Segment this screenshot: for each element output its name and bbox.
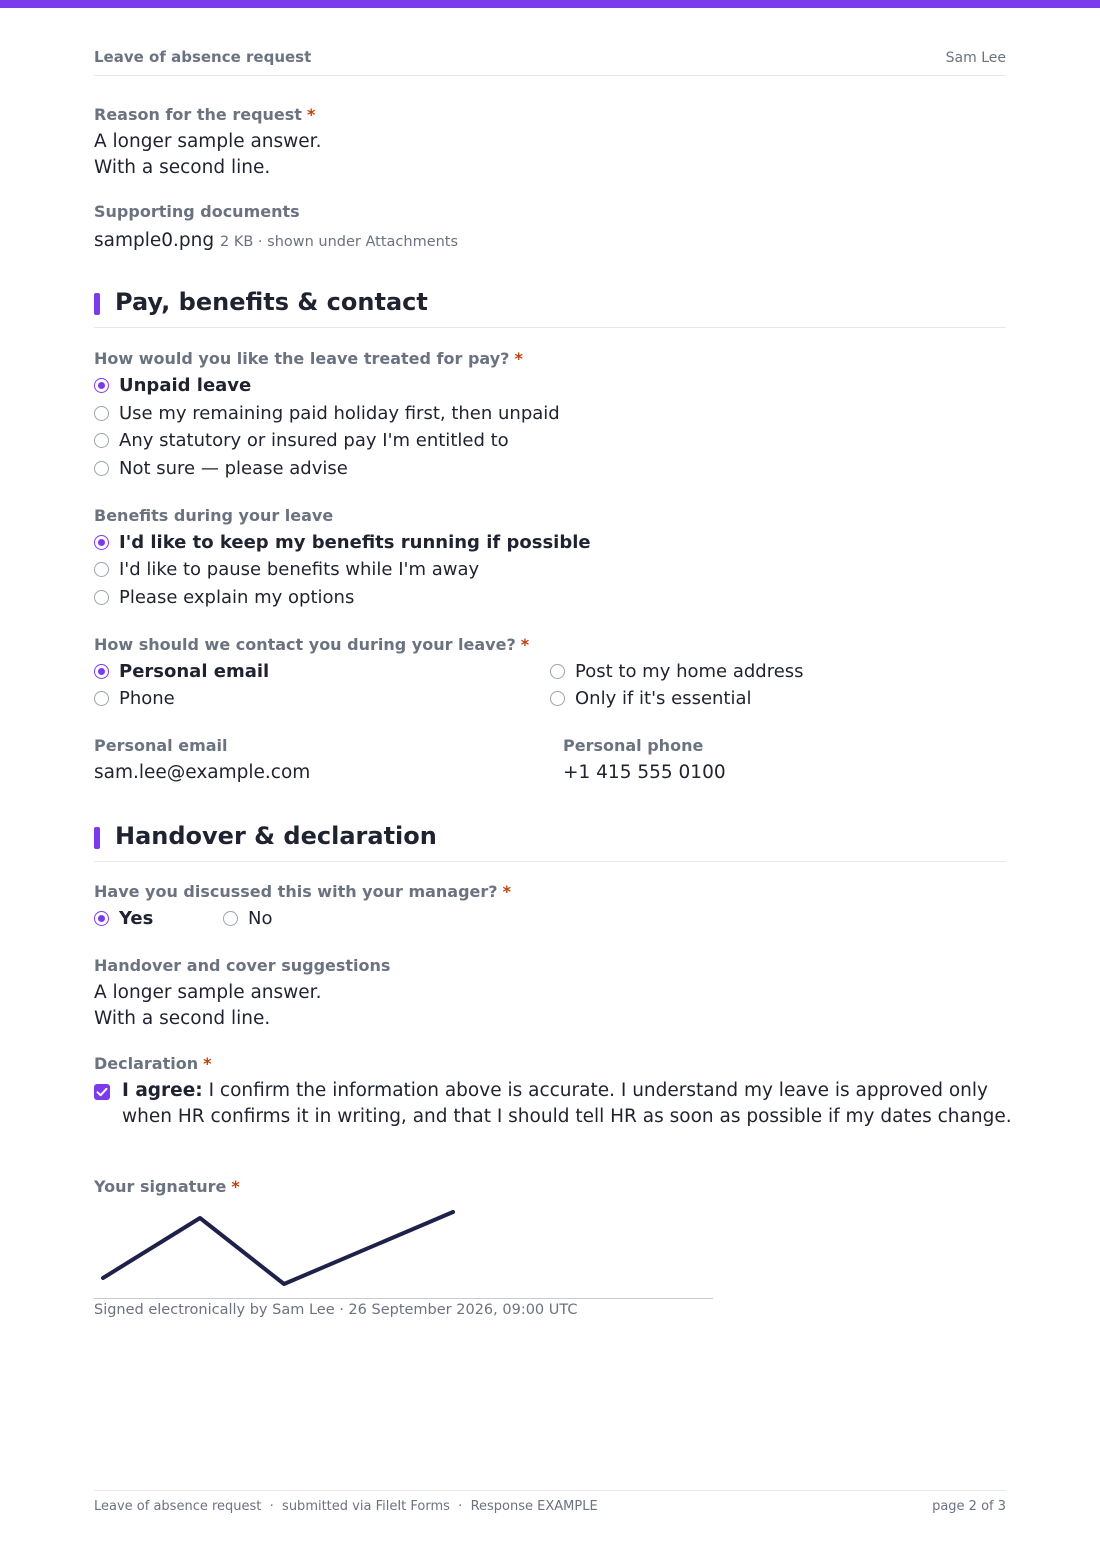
- manager-option-no[interactable]: No: [223, 906, 272, 930]
- benefits-question-label: Benefits during your leave: [94, 506, 334, 525]
- respondent-name: Sam Lee: [945, 50, 1006, 66]
- footer-left-text: Leave of absence request · submitted via FileIt Forms · Response EXAMPLE: [94, 1499, 598, 1514]
- page-number: page 2 of 3: [932, 1499, 1006, 1514]
- pay-question-label: How would you like the leave treated for pay? *: [94, 349, 523, 368]
- section-handover-declaration: [94, 822, 1006, 862]
- accent-top-bar: [0, 0, 1100, 8]
- radio-icon: [94, 406, 109, 421]
- personal-phone-label: Personal phone: [563, 736, 704, 755]
- personal-email-value: sam.lee@example.com: [94, 762, 311, 783]
- pay-option-not-sure[interactable]: Not sure — please advise: [94, 456, 348, 480]
- radio-icon: [94, 461, 109, 476]
- radio-icon: [94, 691, 109, 706]
- manager-question-label: Have you discussed this with your manager? *: [94, 882, 511, 901]
- required-marker: *: [231, 1177, 240, 1196]
- handover-answer: [94, 980, 321, 1032]
- signature-label: Your signature *: [94, 1177, 240, 1196]
- attachment-meta: 2 KB · shown under Attachments: [220, 234, 459, 250]
- reason-label: Reason for the request *: [94, 105, 316, 124]
- section-accent-bar: [94, 293, 100, 315]
- page-header: [94, 48, 1006, 76]
- section-title: Handover & declaration: [115, 822, 437, 850]
- benefits-option-keep[interactable]: I'd like to keep my benefits running if possible: [94, 530, 591, 554]
- manager-option-yes[interactable]: Yes: [94, 906, 153, 930]
- handover-line-2: With a second line.: [94, 1008, 271, 1029]
- contact-option-post[interactable]: Post to my home address: [550, 659, 804, 683]
- required-marker: *: [306, 105, 316, 124]
- contact-question-label: How should we contact you during your leave? *: [94, 635, 530, 654]
- page-footer: [94, 1490, 1006, 1514]
- radio-icon: [94, 433, 109, 448]
- contact-option-essential[interactable]: Only if it's essential: [550, 686, 752, 710]
- declaration-text: [122, 1078, 1012, 1130]
- signature-caption: Signed electronically by Sam Lee · 26 September 2026, 09:00 UTC: [94, 1302, 578, 1318]
- radio-selected-icon: [94, 664, 109, 679]
- section-title: Pay, benefits & contact: [115, 288, 428, 316]
- handover-line-1: A longer sample answer.: [94, 982, 322, 1003]
- radio-icon: [94, 562, 109, 577]
- reason-line-2: With a second line.: [94, 157, 271, 178]
- handover-label: Handover and cover suggestions: [94, 956, 391, 975]
- benefits-option-pause[interactable]: I'd like to pause benefits while I'm away: [94, 557, 479, 581]
- agree-label: I agree:: [122, 1080, 203, 1101]
- personal-phone-value: +1 415 555 0100: [563, 762, 726, 783]
- required-marker: *: [502, 882, 511, 901]
- radio-selected-icon: [94, 378, 109, 393]
- signature-image: [94, 1200, 494, 1292]
- checkmark-icon: [94, 1084, 110, 1100]
- reason-line-1: A longer sample answer.: [94, 131, 322, 152]
- section-accent-bar: [94, 827, 100, 849]
- attachment-file-name[interactable]: sample0.png: [94, 230, 215, 251]
- attachment-entry: [94, 228, 458, 255]
- radio-selected-icon: [94, 535, 109, 550]
- required-marker: *: [514, 349, 523, 368]
- radio-selected-icon: [94, 911, 109, 926]
- pay-option-statutory[interactable]: Any statutory or insured pay I'm entitled to: [94, 428, 509, 452]
- radio-icon: [223, 911, 238, 926]
- personal-email-label: Personal email: [94, 736, 228, 755]
- radio-icon: [94, 590, 109, 605]
- declaration-label: Declaration *: [94, 1054, 212, 1073]
- contact-option-phone[interactable]: Phone: [94, 686, 175, 710]
- declaration-statement: I confirm the information above is accurate. I understand my leave is approved only when HR confirms it in writing, and that I should tell HR as soon as possible if my dates change.: [122, 1080, 1012, 1127]
- reason-answer: [94, 129, 321, 181]
- required-marker: *: [203, 1054, 212, 1073]
- document-title: Leave of absence request: [94, 48, 312, 66]
- documents-label: Supporting documents: [94, 202, 300, 221]
- radio-icon: [550, 664, 565, 679]
- radio-icon: [550, 691, 565, 706]
- signature-baseline: [94, 1298, 713, 1299]
- pay-option-unpaid[interactable]: Unpaid leave: [94, 373, 251, 397]
- contact-option-email[interactable]: Personal email: [94, 659, 269, 683]
- declaration-checkbox[interactable]: [94, 1084, 110, 1100]
- pay-option-holiday-first[interactable]: Use my remaining paid holiday first, then unpaid: [94, 401, 560, 425]
- section-pay-benefits-contact: [94, 288, 1006, 328]
- required-marker: *: [520, 635, 530, 654]
- benefits-option-explain[interactable]: Please explain my options: [94, 585, 354, 609]
